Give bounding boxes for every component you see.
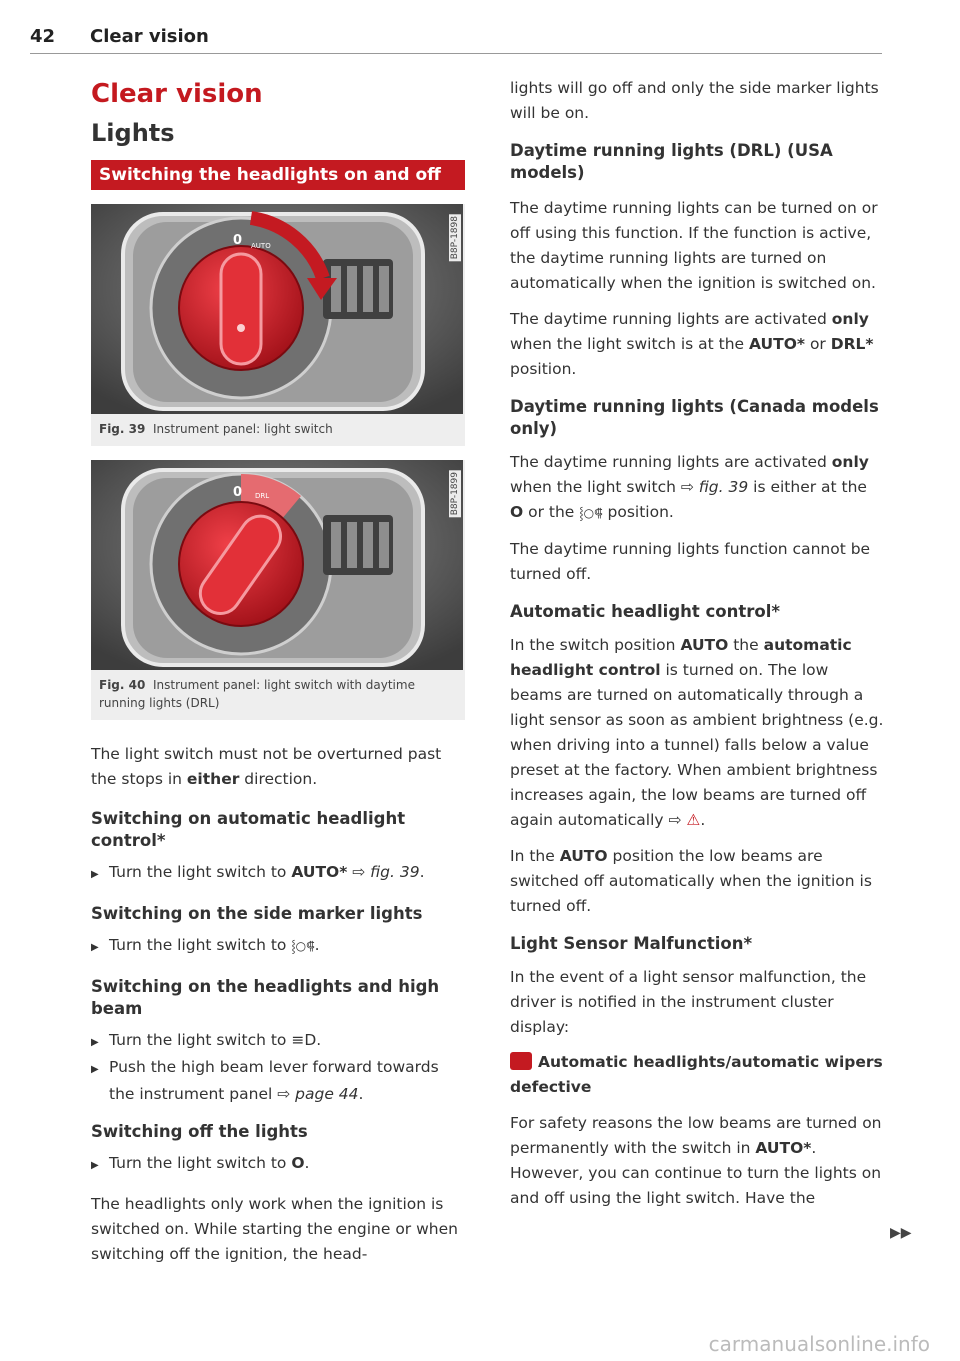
list-item: ▶ Turn the light switch to ≡D. — [91, 1028, 465, 1055]
warning-message — [510, 1050, 885, 1100]
bullet-icon: ▶ — [91, 942, 99, 953]
figure-39-image — [91, 204, 463, 414]
bold-text: AUTO* — [291, 863, 348, 881]
light-sensor-warning-icon — [510, 1052, 532, 1070]
paragraph — [91, 742, 465, 792]
heading-side: Switching on the side marker lights — [91, 904, 423, 923]
text: Push the high beam lever forward towards the instrument panel — [109, 1058, 439, 1103]
caption-text: Instrument panel: light switch with daytime running lights (DRL) — [99, 678, 415, 710]
text: is turned on. The low beams are turned on automatically through a light sensor as soon as ambient brightness (e.g. when driving into a tunnel) falls below a value preset at the factory. When ambient brightness increases again, the low beams are turned off again automatically — [510, 661, 884, 829]
page-header — [30, 26, 882, 54]
caption-text: Instrument panel: light switch — [152, 422, 333, 436]
drl-label: DRL — [255, 492, 270, 500]
bold-text: AUTO* — [749, 335, 805, 353]
text: Turn the light switch to — [109, 936, 287, 954]
heading-auto: Switching on automatic headlight control* — [91, 809, 406, 850]
figure-39 — [91, 204, 465, 446]
heading-head: Switching on the headlights and high beam — [91, 977, 440, 1018]
figure-code: B8P-1899 — [450, 472, 460, 516]
warning-text: Automatic headlights/automatic wipers defective — [510, 1053, 883, 1096]
bold-text: O — [510, 503, 524, 521]
watermark: carmanualsonline.info — [708, 1332, 930, 1356]
figure-label: Fig. 39 — [99, 422, 146, 436]
side-marker-symbol: ⸾○⸿ — [291, 939, 315, 953]
bullet-icon: ▶ — [91, 1160, 99, 1171]
left-column — [91, 76, 465, 1267]
paragraph: lights will go off and only the side marker lights will be on. — [510, 79, 879, 122]
chapter-title: Clear vision — [91, 79, 263, 109]
text: or — [809, 335, 826, 353]
text: position the low beams are switched off automatically when the ignition is turned off. — [510, 847, 872, 915]
paragraph — [510, 844, 885, 919]
fig-link[interactable]: fig. 39 — [698, 478, 749, 496]
bold-text: AUTO* — [755, 1139, 812, 1157]
text: The daytime running lights are activated — [510, 453, 827, 471]
figure-label: Fig. 40 — [99, 678, 146, 692]
auto-label: AUTO — [251, 242, 271, 250]
heading-lsm: Light Sensor Malfunction* — [510, 934, 753, 953]
heading-drl-canada: Daytime running lights (Canada models only) — [510, 397, 879, 438]
bold-text: only — [831, 310, 869, 328]
section-title: Lights — [91, 119, 175, 147]
text: In the — [510, 847, 555, 865]
text: The light switch must not be overturned past the stops in — [91, 745, 442, 788]
text: position. — [607, 503, 674, 521]
figure-code: B8P-1898 — [450, 216, 460, 260]
headlight-symbol: ≡D — [291, 1031, 317, 1049]
bold-text: either — [186, 770, 240, 788]
bold-text: automatic headlight control — [510, 636, 852, 679]
bullet-icon: ▶ — [91, 1037, 99, 1048]
text: when the light switch — [510, 478, 676, 496]
section-bar: Switching the headlights on and off — [91, 160, 465, 190]
text: For safety reasons the low beams are turned on permanently with the switch in — [510, 1114, 882, 1157]
text: is either at the — [753, 478, 867, 496]
bold-text: O — [291, 1154, 305, 1172]
figure-40-caption — [91, 670, 465, 720]
paragraph: The daytime running lights function cannot be turned off. — [510, 540, 871, 583]
text: Turn the light switch to — [109, 1031, 287, 1049]
text: Turn the light switch to — [109, 1154, 287, 1172]
page-link[interactable]: page 44 — [295, 1085, 359, 1103]
header-title: Clear vision — [90, 26, 209, 47]
text: In the switch position — [510, 636, 676, 654]
text: position. — [510, 360, 577, 378]
light-switch-illustration — [91, 204, 463, 414]
paragraph: The daytime running lights can be turned on or off using this function. If the function is active, the daytime running lights are turned on automatically when the ignition is switched on. — [510, 199, 878, 292]
paragraph: In the event of a light sensor malfunction, the driver is notified in the instrument cluster display: — [510, 968, 867, 1036]
heading-drl-usa: Daytime running lights (DRL) (USA models) — [510, 141, 833, 182]
side-marker-symbol: ⸾○⸿ — [579, 506, 603, 520]
warning-triangle-icon[interactable]: ⚠ — [686, 811, 701, 829]
list-item: ▶ Turn the light switch to O. — [91, 1151, 465, 1178]
light-switch-drl-illustration — [91, 460, 463, 670]
figure-39-caption — [91, 414, 465, 446]
continue-arrow-icon[interactable]: ▶▶ — [890, 1225, 912, 1241]
text: . However, you can continue to turn the lights on and off using the light switch. Have the — [510, 1139, 882, 1207]
fig-link[interactable]: fig. 39 — [370, 863, 420, 881]
paragraph: The headlights only work when the ignition is switched on. While starting the engine or when switching off the ignition, the head- — [91, 1195, 458, 1263]
text: or the — [528, 503, 575, 521]
bullet-icon: ▶ — [91, 1064, 99, 1075]
text: when the light switch is at the — [510, 335, 745, 353]
paragraph: The daytime running lights are activated only when the light switch ⇨ fig. 39 is either at the O or the ⸾○⸿ position. — [510, 453, 869, 521]
zero-label: 0 — [233, 485, 243, 500]
right-column — [510, 76, 885, 1211]
zero-label: 0 — [233, 233, 243, 248]
text: Turn the light switch to — [109, 863, 287, 881]
bold-text: DRL* — [830, 335, 874, 353]
bullet-icon: ▶ — [91, 869, 99, 880]
paragraph: In the switch position AUTO the automatic headlight control is turned on. The low beams are turned on automatically through a light sensor as soon as ambient brightness (e.g. when driving into a tunnel) falls below a value preset at the factory. When ambient brightness increases again, the low beams are turned off again automatically ⇨ ⚠. — [510, 636, 884, 829]
page-number: 42 — [30, 26, 56, 47]
text: The daytime running lights are activated — [510, 310, 827, 328]
paragraph — [510, 1111, 885, 1211]
paragraph — [510, 307, 885, 382]
figure-40 — [91, 460, 465, 720]
text: the — [733, 636, 759, 654]
list-item: ▶ Turn the light switch to ⸾○⸿. — [91, 933, 465, 960]
heading-off: Switching off the lights — [91, 1122, 308, 1141]
heading-ahc: Automatic headlight control* — [510, 602, 781, 621]
list-item: ▶ Push the high beam lever forward towards the instrument panel ⇨ page 44. — [91, 1058, 439, 1103]
figure-40-image — [91, 460, 463, 670]
bold-text: AUTO — [680, 636, 729, 654]
text: direction. — [244, 770, 318, 788]
bold-text: AUTO — [559, 847, 608, 865]
bold-text: only — [831, 453, 869, 471]
list-item: ▶ Turn the light switch to AUTO* ⇨ fig. 39. — [91, 860, 465, 887]
